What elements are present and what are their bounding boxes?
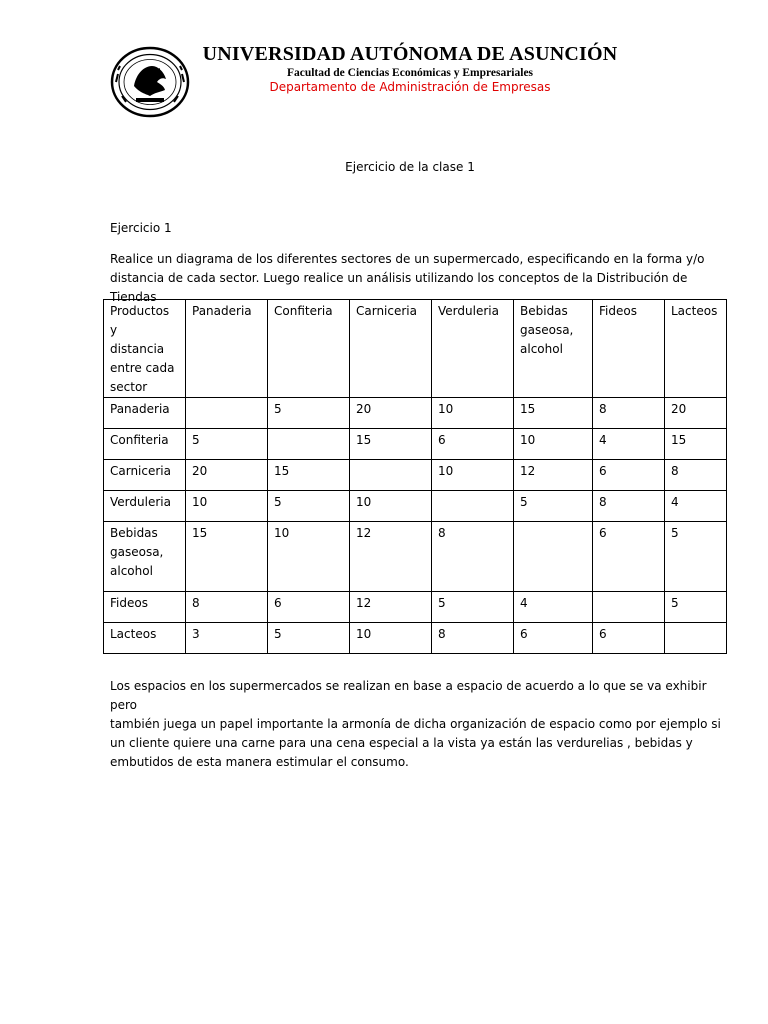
distance-table [103,299,727,654]
faculty-subtitle: Facultad de Ciencias Económicas y Empresariales [286,67,534,79]
row-label [104,592,186,623]
row-label-line: Carniceria [110,464,171,478]
row-label-line: Confiteria [110,433,169,447]
table-cell: 10 [268,522,350,592]
table-cell: 3 [186,623,268,654]
instructions-line: distancia de cada sector. Luego realice un análisis utilizando los conceptos de la Distribución de Tiendas [110,271,688,304]
paragraph-line: también juega un papel importante la armonía de dicha organización de espacio como por ejemplo si [110,717,721,731]
paragraph-line: Los espacios en los supermercados se realizan en base a espacio de acuerdo a lo que se va exhibir pero [110,679,707,712]
table-cell: 4 [593,429,665,460]
table-cell: 20 [350,398,432,429]
table-cell: 5 [432,592,514,623]
header-line: Carniceria [356,304,417,318]
table-header-row [104,300,727,398]
column-header-carniceria [350,300,432,398]
header-line: distancia [110,342,165,356]
table-row [104,460,727,491]
table-cell [593,592,665,623]
table-cell [432,491,514,522]
table-cell: 12 [514,460,593,491]
row-label [104,398,186,429]
header-line: Confiteria [274,304,333,318]
table-cell: 6 [593,460,665,491]
table-cell: 5 [665,592,727,623]
table-cell: 5 [514,491,593,522]
row-label-line: Bebidas [110,526,158,540]
table-cell: 8 [432,623,514,654]
table-cell: 10 [186,491,268,522]
header-line: Fideos [599,304,637,318]
row-label [104,429,186,460]
column-header-fideos [593,300,665,398]
table-row [104,398,727,429]
table-cell: 8 [593,398,665,429]
header-line: Lacteos [671,304,718,318]
table-cell: 10 [432,460,514,491]
row-label-line: Verduleria [110,495,171,509]
table-cell: 5 [186,429,268,460]
table-corner-header [104,300,186,398]
table-row [104,429,727,460]
table-cell: 10 [432,398,514,429]
header-line: sector [110,380,148,394]
table-cell: 6 [593,623,665,654]
department-subtitle: Departamento de Administración de Empresas [269,80,551,94]
table-cell: 8 [593,491,665,522]
paragraph-line: embutidos de esta manera estimular el consumo. [110,755,409,769]
table-cell: 15 [186,522,268,592]
table-cell: 12 [350,522,432,592]
column-header-confiteria [268,300,350,398]
header-line: Productos y [110,304,170,337]
document-heading: Ejercicio de la clase 1 [345,160,475,174]
table-cell [350,460,432,491]
table-cell [665,623,727,654]
table-cell: 8 [665,460,727,491]
table-cell: 10 [350,623,432,654]
row-label-line: Panaderia [110,402,170,416]
table-row [104,623,727,654]
table-cell: 6 [593,522,665,592]
table-cell: 15 [268,460,350,491]
table-cell: 5 [665,522,727,592]
row-label-line: Fideos [110,596,148,610]
row-label-line: Lacteos [110,627,157,641]
table-cell: 5 [268,491,350,522]
table-cell [186,398,268,429]
table-cell [514,522,593,592]
row-label [104,460,186,491]
table-cell: 4 [514,592,593,623]
paragraph-line: un cliente quiere una carne para una cena especial a la vista ya están las verdurelias , bebidas y [110,736,693,750]
header-line: Bebidas [520,304,568,318]
table-cell: 10 [350,491,432,522]
table-cell: 6 [432,429,514,460]
column-header-lacteos [665,300,727,398]
column-header-panaderia [186,300,268,398]
table-cell: 15 [514,398,593,429]
table-cell: 8 [432,522,514,592]
row-label [104,623,186,654]
header-line: alcohol [520,342,563,356]
header-line: Verduleria [438,304,499,318]
row-label-line: gaseosa, [110,545,164,559]
table-cell: 4 [665,491,727,522]
table-cell: 10 [514,429,593,460]
table-row [104,491,727,522]
conclusion-paragraph [110,677,730,772]
table-cell: 20 [665,398,727,429]
row-label [104,522,186,592]
header-line: gaseosa, [520,323,574,337]
table-cell: 6 [268,592,350,623]
header-line: Panaderia [192,304,252,318]
table-cell: 15 [350,429,432,460]
table-row [104,522,727,592]
table-cell: 5 [268,398,350,429]
table-cell: 20 [186,460,268,491]
instructions-line: Realice un diagrama de los diferentes sectores de un supermercado, especificando en la forma y/o [110,252,705,266]
table-cell: 12 [350,592,432,623]
university-title: UNIVERSIDAD AUTÓNOMA DE ASUNCIÓN [202,43,618,65]
table-cell: 5 [268,623,350,654]
table-cell: 15 [665,429,727,460]
table-cell [268,429,350,460]
exercise-label: Ejercicio 1 [110,221,172,235]
table-cell: 8 [186,592,268,623]
header-line: entre cada [110,361,175,375]
column-header-bebidas [514,300,593,398]
row-label-line: alcohol [110,564,153,578]
column-header-verduleria [432,300,514,398]
table-row [104,592,727,623]
row-label [104,491,186,522]
table-cell: 6 [514,623,593,654]
